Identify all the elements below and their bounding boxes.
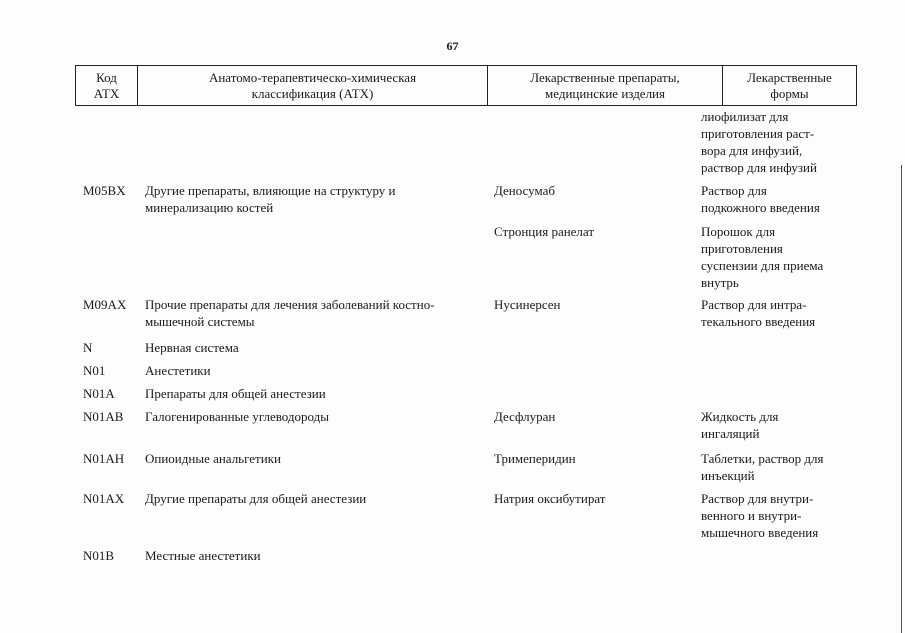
atc-code: N01AX bbox=[83, 491, 125, 506]
atc-name: Нервная система bbox=[145, 340, 239, 355]
dosage-form: Раствор для интра- текального введения bbox=[701, 297, 816, 329]
atc-name: Другие препараты, влияющие на структуру и минерализацию костей bbox=[145, 183, 396, 215]
dosage-form: лиофилизат для приготовления раст- вора для инфузий, раствор для инфузий bbox=[701, 109, 817, 175]
atc-code: N01AH bbox=[83, 451, 125, 466]
atc-code: N bbox=[83, 340, 93, 355]
atc-name: Местные анестетики bbox=[145, 548, 261, 563]
drug-name: Стронция ранелат bbox=[494, 224, 595, 239]
atc-code: N01B bbox=[83, 548, 115, 563]
atc-name: Анестетики bbox=[145, 363, 211, 378]
dosage-form: Раствор для внутри- венного и внутри- мышечного введения bbox=[701, 491, 819, 540]
dosage-form: Таблетки, раствор для инъекций bbox=[701, 451, 824, 483]
header-drugs: Лекарственные препараты, медицинские изделия bbox=[488, 66, 723, 105]
atc-name: Другие препараты для общей анестезии bbox=[145, 491, 367, 506]
dosage-form: Порошок для приготовления суспензии для приема внутрь bbox=[701, 224, 824, 290]
drug-name: Нусинерсен bbox=[494, 297, 561, 312]
atc-code: N01 bbox=[83, 363, 106, 378]
atc-code: N01AB bbox=[83, 409, 124, 424]
page-edge-line bbox=[901, 165, 902, 633]
drug-name: Деносумаб bbox=[494, 183, 556, 198]
header-forms: Лекарственные формы bbox=[747, 69, 832, 101]
drug-name: Натрия оксибутират bbox=[494, 491, 606, 506]
drug-name: Десфлуран bbox=[494, 409, 556, 424]
page-number: 67 bbox=[446, 39, 459, 53]
header-code: Код АТХ bbox=[76, 66, 138, 105]
header-classification: Анатомо-терапевтическо-химическая классификация (АТХ) bbox=[138, 66, 488, 105]
atc-name: Опиоидные анальгетики bbox=[145, 451, 281, 466]
atc-name: Галогенированные углеводороды bbox=[145, 409, 330, 424]
dosage-form: Жидкость для ингаляций bbox=[701, 409, 779, 441]
atc-name: Прочие препараты для лечения заболеваний костно- мышечной системы bbox=[145, 297, 435, 329]
table-header bbox=[75, 65, 857, 106]
drug-name: Тримеперидин bbox=[494, 451, 576, 466]
atc-code: M09AX bbox=[83, 297, 127, 312]
atc-code: N01A bbox=[83, 386, 115, 401]
atc-code: M05BX bbox=[83, 183, 126, 198]
atc-name: Препараты для общей анестезии bbox=[145, 386, 326, 401]
dosage-form: Раствор для подкожного введения bbox=[701, 183, 820, 215]
